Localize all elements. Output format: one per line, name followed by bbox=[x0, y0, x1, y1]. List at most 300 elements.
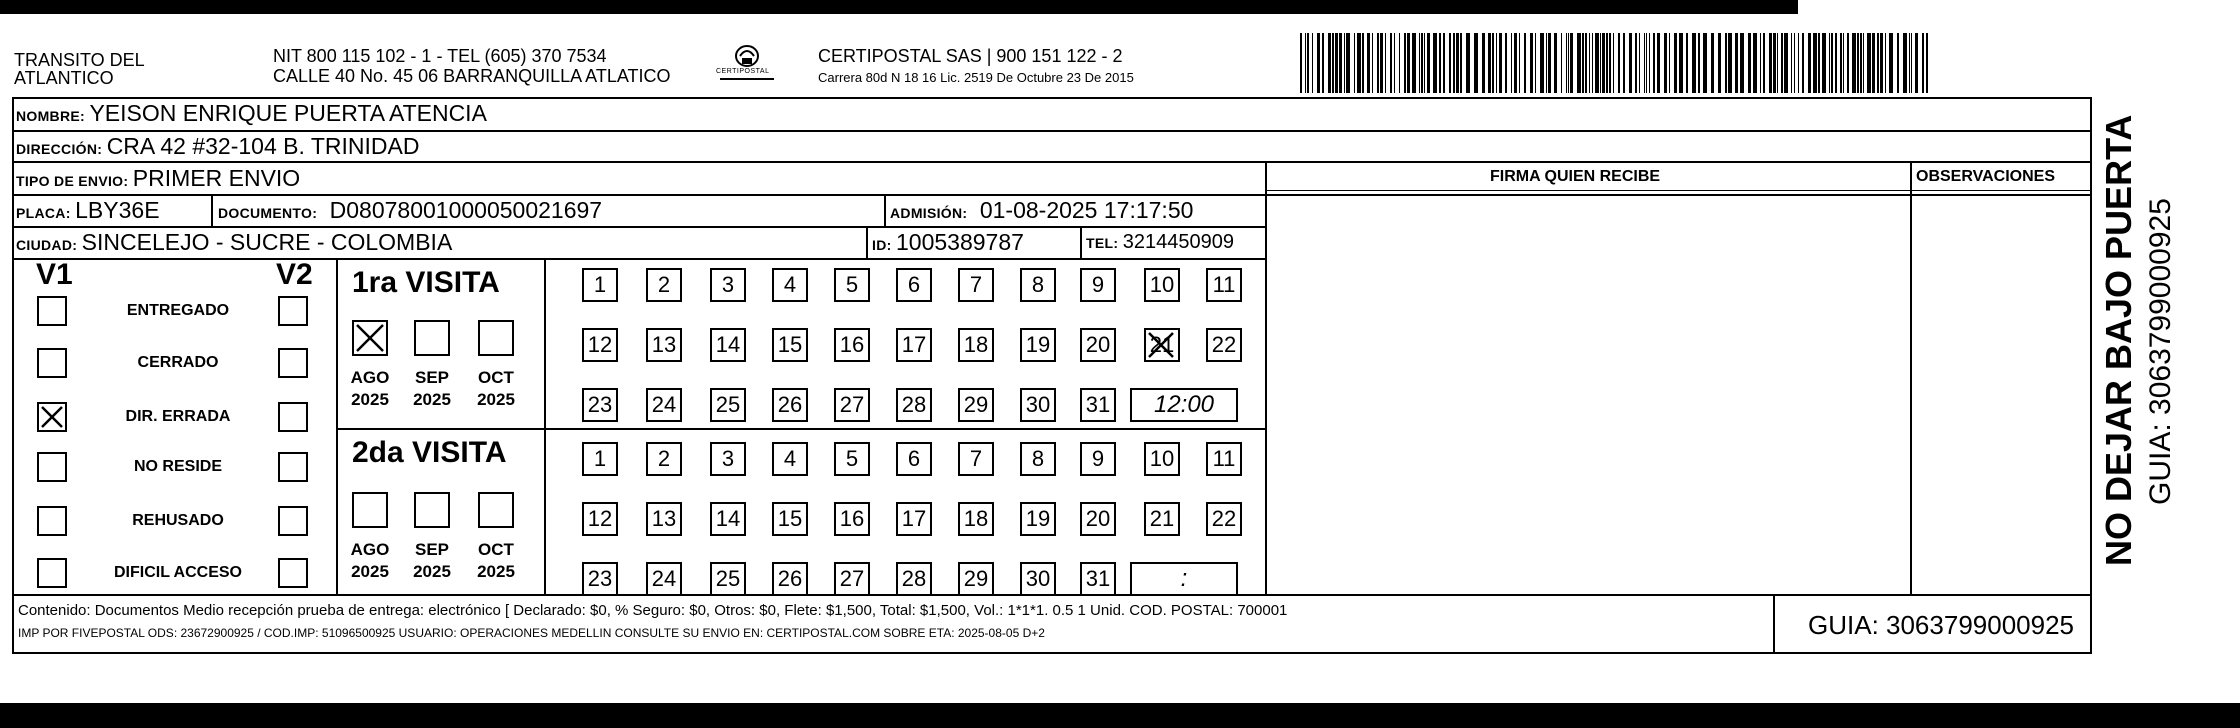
day-cell: 8 bbox=[1020, 442, 1056, 476]
barcode-bar bbox=[1456, 33, 1459, 93]
barcode-bar bbox=[1328, 33, 1331, 93]
barcode-bar bbox=[1317, 33, 1320, 93]
courier-name: CERTIPOSTAL SAS | 900 151 122 - 2 bbox=[818, 46, 1123, 66]
day-cell: 6 bbox=[896, 268, 932, 302]
barcode-bar bbox=[1339, 33, 1342, 93]
barcode-bar bbox=[1867, 33, 1871, 93]
barcode-bar bbox=[1657, 33, 1660, 93]
ciudad-row bbox=[16, 229, 452, 259]
barcode-bar bbox=[1769, 33, 1772, 93]
x-mark-icon bbox=[354, 322, 386, 354]
row-divider bbox=[12, 194, 2092, 196]
barcode-bar bbox=[1711, 33, 1714, 93]
v2-header: V2 bbox=[276, 258, 313, 291]
tipo-envio-label: TIPO DE ENVIO: bbox=[16, 173, 129, 189]
barcode-bar bbox=[1362, 33, 1364, 93]
barcode-bar bbox=[1453, 33, 1455, 93]
month-label: SEP bbox=[414, 368, 450, 387]
barcode-bar bbox=[1703, 33, 1707, 93]
issuer-name-line1: TRANSITO DEL bbox=[14, 50, 145, 70]
barcode-bar bbox=[1385, 33, 1386, 93]
barcode-bar bbox=[1763, 33, 1765, 93]
barcode-bar bbox=[1335, 33, 1338, 93]
day-cell: 29 bbox=[958, 388, 994, 422]
footer-guia: GUIA: 3063799000925 bbox=[1808, 610, 2074, 640]
barcode-bar bbox=[1372, 33, 1373, 93]
barcode-bar bbox=[1669, 33, 1670, 93]
barcode-bar bbox=[1577, 33, 1581, 93]
col-divider bbox=[1080, 226, 1082, 258]
nombre-value: YEISON ENRIQUE PUERTA ATENCIA bbox=[89, 100, 487, 126]
day-cell: 15 bbox=[772, 502, 808, 536]
issuer-name-line2: ATLANTICO bbox=[14, 68, 114, 88]
barcode-bar bbox=[1424, 33, 1425, 93]
v2-checkbox bbox=[278, 452, 308, 482]
barcode-bar bbox=[1419, 33, 1420, 93]
day-cell: 23 bbox=[582, 388, 618, 422]
barcode-bar bbox=[1602, 33, 1605, 93]
month-checkbox bbox=[414, 492, 450, 528]
barcode-bar bbox=[1692, 33, 1696, 93]
tel-label: TEL: bbox=[1086, 235, 1119, 251]
day-cell: 8 bbox=[1020, 268, 1056, 302]
ciudad-label: CIUDAD: bbox=[16, 237, 78, 253]
month-label: AGO bbox=[350, 540, 390, 559]
barcode-bar bbox=[1686, 33, 1688, 93]
day-cell: 26 bbox=[772, 388, 808, 422]
status-label: NO RESIDE bbox=[133, 458, 222, 475]
barcode-bar bbox=[1482, 33, 1485, 93]
v2-checkbox bbox=[278, 558, 308, 588]
barcode-bar bbox=[1589, 33, 1590, 93]
barcode-bar bbox=[1307, 33, 1309, 93]
barcode-bar bbox=[1915, 33, 1918, 93]
day-cell: 30 bbox=[1020, 562, 1056, 596]
admision-label: ADMISIÓN: bbox=[890, 205, 968, 221]
side-guia: GUIA: 3063799000925 bbox=[2144, 198, 2177, 505]
tipo-envio-value: PRIMER ENVIO bbox=[132, 165, 301, 191]
row-divider bbox=[12, 130, 2092, 132]
month-checkbox bbox=[352, 320, 388, 356]
barcode-bar bbox=[1781, 33, 1783, 93]
col-divider bbox=[211, 194, 213, 226]
barcode-bar bbox=[1511, 33, 1512, 93]
admision-row bbox=[890, 197, 1193, 227]
issuer-nit: NIT 800 115 102 - 1 - TEL (605) 370 7534 bbox=[273, 46, 607, 66]
day-cell: 9 bbox=[1080, 268, 1116, 302]
barcode-bar bbox=[1344, 33, 1345, 93]
barcode-bar bbox=[1725, 33, 1727, 93]
barcode-bar bbox=[1664, 33, 1667, 93]
barcode-bar bbox=[1568, 33, 1569, 93]
barcode-bar bbox=[1872, 33, 1875, 93]
v1-checkbox bbox=[37, 348, 67, 378]
observaciones-header: OBSERVACIONES bbox=[1916, 168, 2055, 185]
barcode-bar bbox=[1802, 33, 1804, 93]
day-cell: 12 bbox=[582, 502, 618, 536]
month-label: OCT bbox=[478, 368, 514, 387]
admision-value: 01-08-2025 17:17:50 bbox=[979, 197, 1194, 223]
barcode-bar bbox=[1540, 33, 1544, 93]
day-cell: 28 bbox=[896, 388, 932, 422]
day-cell: 14 bbox=[710, 502, 746, 536]
barcode-bar bbox=[1514, 33, 1517, 93]
month-checkbox bbox=[478, 320, 514, 356]
v2-checkbox bbox=[278, 402, 308, 432]
barcode-bar bbox=[1922, 33, 1924, 93]
col-divider bbox=[866, 226, 868, 258]
year-label: 2025 bbox=[413, 562, 451, 581]
footer-content-line: Contenido: Documentos Medio recepción prueba de entrega: electrónico [ Declarado: $0, % Seguro: $0, Otros: $0, Flete: $1,500, Total: $1,500, Vol.: 1*1*1. 0.5 1 Unid. COD. POSTAL: 700001 bbox=[18, 602, 1288, 619]
barcode-bar bbox=[1773, 33, 1776, 93]
v1-header: V1 bbox=[36, 258, 73, 291]
barcode-bar bbox=[1889, 33, 1893, 93]
barcode-bar bbox=[1822, 33, 1826, 93]
day-cell: 19 bbox=[1020, 328, 1056, 362]
barcode-bar bbox=[1561, 33, 1562, 93]
day-cell: 19 bbox=[1020, 502, 1056, 536]
barcode-bar bbox=[1496, 33, 1497, 93]
barcode-bar bbox=[1740, 33, 1744, 93]
x-mark-icon bbox=[1146, 330, 1176, 360]
barcode-bar bbox=[1698, 33, 1700, 93]
barcode-bar bbox=[1926, 33, 1928, 93]
barcode-bar bbox=[1794, 33, 1795, 93]
day-cell: 3 bbox=[710, 442, 746, 476]
barcode-bar bbox=[1439, 33, 1441, 93]
day-cell: 16 bbox=[834, 328, 870, 362]
barcode-bar bbox=[1460, 33, 1462, 93]
status-label: REHUSADO bbox=[132, 512, 224, 529]
barcode-bar bbox=[1909, 33, 1910, 93]
id-row bbox=[872, 229, 1024, 259]
barcode-bar bbox=[1649, 33, 1650, 93]
status-label: DIFICIL ACCESO bbox=[113, 564, 242, 581]
barcode-bar bbox=[1412, 33, 1416, 93]
status-label: CERRADO bbox=[137, 354, 219, 371]
day-cell: 28 bbox=[896, 562, 932, 596]
ciudad-value: SINCELEJO - SUCRE - COLOMBIA bbox=[81, 229, 453, 255]
day-cell: 11 bbox=[1206, 442, 1242, 476]
issuer-address: CALLE 40 No. 45 06 BARRANQUILLA ATLATICO bbox=[273, 66, 671, 86]
barcode-bar bbox=[1679, 33, 1683, 93]
barcode-bar bbox=[1570, 33, 1573, 93]
year-label: 2025 bbox=[351, 390, 389, 409]
v2-checkbox bbox=[278, 506, 308, 536]
day-cell: 27 bbox=[834, 388, 870, 422]
barcode-bar bbox=[1629, 33, 1632, 93]
barcode-bar bbox=[1623, 33, 1625, 93]
x-mark-icon bbox=[39, 404, 65, 430]
barcode-bar bbox=[1399, 33, 1400, 93]
barcode-bar bbox=[1305, 33, 1306, 93]
barcode-bar bbox=[1863, 33, 1864, 93]
day-cell: 26 bbox=[772, 562, 808, 596]
day-cell: 4 bbox=[772, 268, 808, 302]
tipo-envio-row bbox=[16, 165, 300, 195]
documento-row bbox=[218, 197, 602, 227]
day-cell: 22 bbox=[1206, 502, 1242, 536]
barcode-bar bbox=[1847, 33, 1849, 93]
barcode-bar bbox=[1300, 33, 1302, 93]
day-cell: 4 bbox=[772, 442, 808, 476]
day-cell: 31 bbox=[1080, 562, 1116, 596]
barcode-bar bbox=[1840, 33, 1842, 93]
documento-label: DOCUMENTO: bbox=[218, 205, 318, 221]
col-divider bbox=[544, 258, 546, 595]
barcode-bar bbox=[1748, 33, 1751, 93]
barcode-bar bbox=[1653, 33, 1655, 93]
day-cell: 18 bbox=[958, 502, 994, 536]
visit2-title: 2da VISITA bbox=[352, 436, 507, 469]
placa-value: LBY36E bbox=[75, 197, 160, 223]
barcode-bar bbox=[1880, 33, 1883, 93]
barcode-bar bbox=[1618, 33, 1620, 93]
year-label: 2025 bbox=[413, 390, 451, 409]
barcode-bar bbox=[1519, 33, 1520, 93]
day-cell: 29 bbox=[958, 562, 994, 596]
barcode-bar bbox=[1760, 33, 1761, 93]
day-cell: 21 bbox=[1144, 328, 1180, 362]
barcode-bar bbox=[1735, 33, 1738, 93]
month-checkbox bbox=[414, 320, 450, 356]
barcode-bar bbox=[1818, 33, 1820, 93]
day-cell: 13 bbox=[646, 328, 682, 362]
year-label: 2025 bbox=[477, 562, 515, 581]
barcode-bar bbox=[1718, 33, 1721, 93]
barcode-bar bbox=[1831, 33, 1833, 93]
col-divider bbox=[336, 258, 338, 595]
day-cell: 9 bbox=[1080, 442, 1116, 476]
barcode-bar bbox=[1582, 33, 1584, 93]
day-cell: 10 bbox=[1144, 268, 1180, 302]
day-cell: 25 bbox=[710, 562, 746, 596]
barcode-bar bbox=[1421, 33, 1423, 93]
barcode-bar bbox=[1897, 33, 1899, 93]
barcode-bar bbox=[1530, 33, 1533, 93]
barcode-bar bbox=[1784, 33, 1788, 93]
barcode-bar bbox=[1777, 33, 1778, 93]
barcode-bar bbox=[1753, 33, 1757, 93]
barcode-bar bbox=[1808, 33, 1811, 93]
barcode-bar bbox=[1394, 33, 1395, 93]
day-cell: 31 bbox=[1080, 388, 1116, 422]
barcode-bar bbox=[1499, 33, 1502, 93]
barcode-bar bbox=[1798, 33, 1799, 93]
barcode-bar bbox=[1546, 33, 1547, 93]
barcode-bar bbox=[1857, 33, 1859, 93]
tel-value: 3214450909 bbox=[1122, 231, 1234, 253]
barcode-bar bbox=[1322, 33, 1324, 93]
barcode-bar bbox=[1903, 33, 1907, 93]
barcode bbox=[1300, 33, 1930, 93]
day-cell: 18 bbox=[958, 328, 994, 362]
logo-icon bbox=[712, 40, 782, 90]
day-cell: 24 bbox=[646, 562, 682, 596]
barcode-bar bbox=[1860, 33, 1862, 93]
certipostal-logo bbox=[712, 40, 782, 90]
barcode-bar bbox=[1843, 33, 1844, 93]
barcode-bar bbox=[1524, 33, 1526, 93]
documento-value: D08078001000050021697 bbox=[329, 197, 603, 223]
barcode-bar bbox=[1635, 33, 1637, 93]
status-label: ENTREGADO bbox=[126, 302, 230, 319]
day-cell: 22 bbox=[1206, 328, 1242, 362]
bottom-bar bbox=[0, 703, 2240, 728]
col-divider bbox=[1910, 161, 1912, 595]
barcode-bar bbox=[1548, 33, 1551, 93]
time-field: 12:00 bbox=[1130, 388, 1238, 422]
firma-header: FIRMA QUIEN RECIBE bbox=[1490, 168, 1661, 185]
barcode-bar bbox=[1609, 33, 1611, 93]
id-value: 1005389787 bbox=[896, 229, 1024, 255]
visit1-title: 1ra VISITA bbox=[352, 266, 500, 299]
time-field: : bbox=[1130, 562, 1238, 596]
barcode-bar bbox=[1427, 33, 1430, 93]
logo-text: CERTIPOSTAL bbox=[716, 68, 770, 75]
barcode-bar bbox=[1390, 33, 1392, 93]
day-cell: 13 bbox=[646, 502, 682, 536]
day-cell: 7 bbox=[958, 442, 994, 476]
col-divider bbox=[884, 194, 886, 226]
barcode-bar bbox=[1813, 33, 1817, 93]
barcode-bar bbox=[1449, 33, 1451, 93]
side-warning: NO DEJAR BAJO PUERTA bbox=[2098, 114, 2139, 566]
barcode-bar bbox=[1595, 33, 1599, 93]
barcode-bar bbox=[1877, 33, 1879, 93]
day-cell: 3 bbox=[710, 268, 746, 302]
header-underline bbox=[1265, 190, 2092, 191]
day-cell: 7 bbox=[958, 268, 994, 302]
status-label: DIR. ERRADA bbox=[125, 408, 231, 425]
barcode-bar bbox=[1474, 33, 1478, 93]
tel-row bbox=[1086, 229, 1234, 257]
v1-checkbox bbox=[37, 452, 67, 482]
barcode-bar bbox=[1488, 33, 1491, 93]
barcode-bar bbox=[1606, 33, 1608, 93]
day-cell: 20 bbox=[1080, 502, 1116, 536]
v2-checkbox bbox=[278, 348, 308, 378]
barcode-bar bbox=[1407, 33, 1410, 93]
barcode-bar bbox=[1357, 33, 1361, 93]
day-cell: 5 bbox=[834, 268, 870, 302]
barcode-bar bbox=[1885, 33, 1886, 93]
day-cell: 6 bbox=[896, 442, 932, 476]
day-cell: 23 bbox=[582, 562, 618, 596]
v1-checkbox bbox=[37, 506, 67, 536]
barcode-bar bbox=[1644, 33, 1645, 93]
barcode-bar bbox=[1728, 33, 1732, 93]
col-divider bbox=[1265, 161, 1267, 595]
barcode-bar bbox=[1554, 33, 1557, 93]
barcode-bar bbox=[1492, 33, 1494, 93]
col-divider bbox=[1773, 594, 1775, 654]
barcode-bar bbox=[1367, 33, 1370, 93]
day-cell: 1 bbox=[582, 268, 618, 302]
month-checkbox bbox=[352, 492, 388, 528]
month-label: AGO bbox=[350, 368, 390, 387]
direccion-label: DIRECCIÓN: bbox=[16, 141, 103, 157]
nombre-row bbox=[16, 100, 487, 130]
day-cell: 25 bbox=[710, 388, 746, 422]
day-cell: 10 bbox=[1144, 442, 1180, 476]
day-cell: 1 bbox=[582, 442, 618, 476]
id-label: ID: bbox=[872, 237, 892, 253]
nombre-label: NOMBRE: bbox=[16, 108, 85, 124]
day-cell: 2 bbox=[646, 442, 682, 476]
barcode-bar bbox=[1466, 33, 1470, 93]
barcode-bar bbox=[1377, 33, 1379, 93]
day-cell: 27 bbox=[834, 562, 870, 596]
barcode-bar bbox=[1354, 33, 1355, 93]
direccion-row bbox=[16, 133, 419, 163]
barcode-bar bbox=[1566, 33, 1567, 93]
barcode-bar bbox=[1332, 33, 1334, 93]
barcode-bar bbox=[1404, 33, 1406, 93]
barcode-bar bbox=[1312, 33, 1313, 93]
year-label: 2025 bbox=[477, 390, 515, 409]
placa-label: PLACA: bbox=[16, 205, 71, 221]
barcode-bar bbox=[1852, 33, 1856, 93]
barcode-bar bbox=[1829, 33, 1830, 93]
v2-checkbox bbox=[278, 296, 308, 326]
day-cell: 30 bbox=[1020, 388, 1056, 422]
barcode-bar bbox=[1646, 33, 1647, 93]
v1-checkbox bbox=[37, 402, 67, 432]
day-cell: 17 bbox=[896, 328, 932, 362]
visit-divider bbox=[336, 428, 1266, 430]
month-checkbox bbox=[478, 492, 514, 528]
barcode-bar bbox=[1600, 33, 1601, 93]
barcode-bar bbox=[1585, 33, 1587, 93]
barcode-bar bbox=[1346, 33, 1350, 93]
barcode-bar bbox=[1380, 33, 1383, 93]
barcode-bar bbox=[1592, 33, 1593, 93]
barcode-bar bbox=[1911, 33, 1912, 93]
day-cell: 15 bbox=[772, 328, 808, 362]
barcode-bar bbox=[1791, 33, 1792, 93]
day-cell: 17 bbox=[896, 502, 932, 536]
top-bar bbox=[0, 0, 1798, 14]
barcode-bar bbox=[1674, 33, 1677, 93]
day-cell: 14 bbox=[710, 328, 746, 362]
year-label: 2025 bbox=[351, 562, 389, 581]
barcode-bar bbox=[1835, 33, 1837, 93]
v1-checkbox bbox=[37, 296, 67, 326]
footer-print-line: IMP POR FIVEPOSTAL ODS: 23672900925 / COD.IMP: 51096500925 USUARIO: OPERACIONES MEDELLIN CONSULTE SU ENVIO EN: CERTIPOSTAL.COM SOBRE ETA: 2025-08-05 D+2 bbox=[18, 626, 1045, 640]
day-cell: 16 bbox=[834, 502, 870, 536]
barcode-bar bbox=[1535, 33, 1536, 93]
barcode-bar bbox=[1639, 33, 1640, 93]
day-cell: 11 bbox=[1206, 268, 1242, 302]
day-cell: 5 bbox=[834, 442, 870, 476]
day-cell: 24 bbox=[646, 388, 682, 422]
barcode-bar bbox=[1443, 33, 1445, 93]
month-label: SEP bbox=[414, 540, 450, 559]
barcode-bar bbox=[1505, 33, 1507, 93]
day-cell: 20 bbox=[1080, 328, 1116, 362]
day-cell: 12 bbox=[582, 328, 618, 362]
barcode-bar bbox=[1433, 33, 1437, 93]
day-cell: 2 bbox=[646, 268, 682, 302]
day-cell: 21 bbox=[1144, 502, 1180, 536]
placa-row bbox=[16, 197, 160, 227]
barcode-bar bbox=[1613, 33, 1614, 93]
month-label: OCT bbox=[478, 540, 514, 559]
v1-checkbox bbox=[37, 558, 67, 588]
direccion-value: CRA 42 #32-104 B. TRINIDAD bbox=[106, 133, 420, 159]
courier-address: Carrera 80d N 18 16 Lic. 2519 De Octubre 23 De 2015 bbox=[818, 70, 1134, 85]
